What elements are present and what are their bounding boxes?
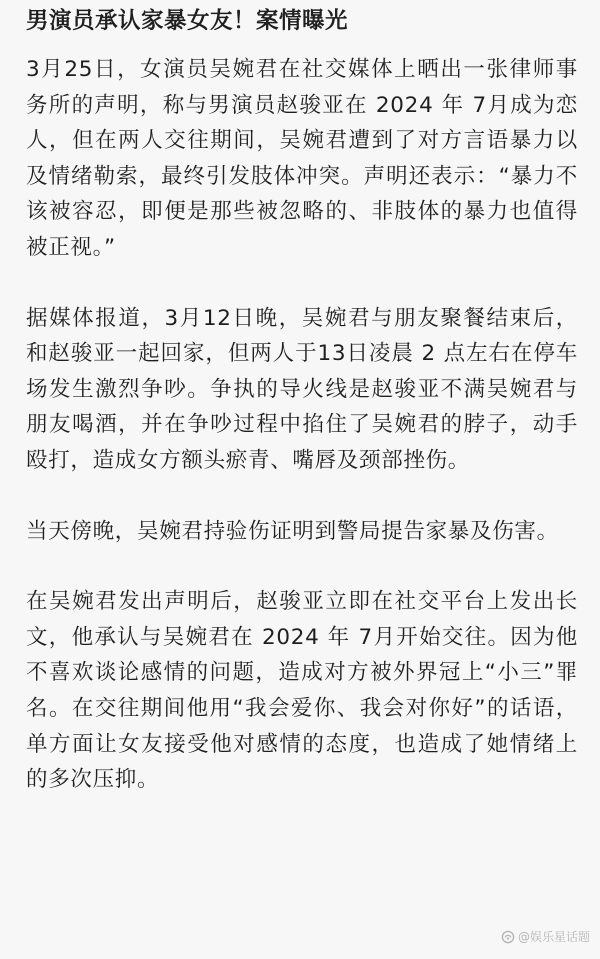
paragraph-2: 据媒体报道，3月12日晚，吴婉君与朋友聚餐结束后，和赵骏亚一起回家，但两人于13日凌晨 2 点左右在停车场发生激烈争吵。争执的导火线是赵骏亚不满吴婉君与朋友喝酒，并在争吵过程中掐住了吴婉君的脖子，动手殴打，造成女方额头瘀青、嘴唇及颈部挫伤。 [26, 305, 578, 473]
paragraph-1: 3月25日，女演员吴婉君在社交媒体上晒出一张律师事务所的声明，称与男演员赵骏亚在 2024 年 7月成为恋人，但在两人交往期间，吴婉君遭到了对方言语暴力以及情绪勒索，最终引发肢体冲突。声明还表示：“暴力不该被容忍，即便是那些被忽略的、非肢体的暴力也值得被正视。” [26, 57, 578, 260]
watermark-text: @娱乐星话题 [517, 930, 590, 944]
headline: 男演员承认家暴女友！案情曝光 [26, 8, 349, 34]
article [26, 0, 578, 959]
paragraph-3: 当天傍晚，吴婉君持验伤证明到警局提告家暴及伤害。 [26, 518, 559, 544]
paragraph-4: 在吴婉君发出声明后，赵骏亚立即在社交平台上发出长文，他承认与吴婉君在 2024 年 7月开始交往。因为他不喜欢谈论感情的问题，造成对方被外界冠上“小三”罪名。在交往期间他用“我会爱你、我会对你好”的话语，单方面让女友接受他对感情的态度，也造成了她情绪上的多次压抑。 [26, 589, 578, 793]
signal-logo-icon [501, 930, 515, 944]
watermark [501, 928, 590, 945]
